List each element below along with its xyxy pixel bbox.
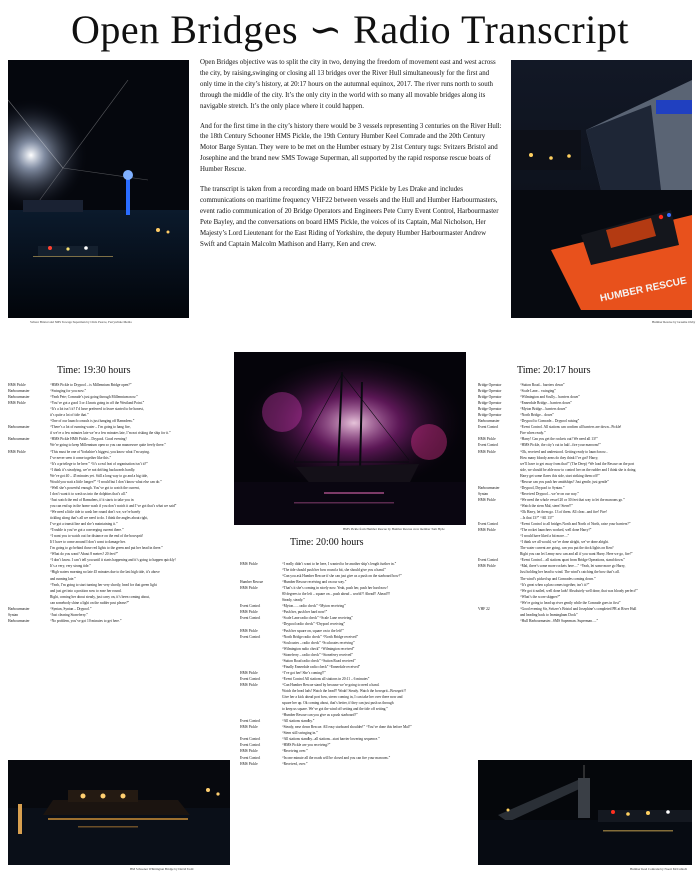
spoken-text: “Received Drypool... we’re on our way.” (520, 491, 579, 496)
spoken-text: “Ennerdale Bridge... barriers down” (520, 401, 572, 406)
spoken-text: “Well she’s powerful enough. You’ve got to watch the current, (50, 485, 140, 490)
spoken-text: “Stern still swinging in.” (282, 731, 318, 736)
spoken-text: can somebody shine a light on the rudder post please?” (50, 600, 130, 605)
speaker-label: Event Control (478, 522, 499, 527)
spoken-text: I don’t want it to wash us into the dolphins that’s all.” (50, 491, 128, 496)
speaker-label: VHF 22 (478, 606, 490, 611)
intro-paragraph-1: Open Bridges objective was to split the city in two, denying the freedom of movement east and west across the city, by raising,swinging or closing all 13 bridges over the River Hull simultaneously for the first and only time in the city’s history, at 20:17 hours on the autumnal equinox, 2017. The river runs north to south through the middle of the city. It’s the only city in the world with so many all movable bridges along its navigable stretch. It’s the only place where it could happen. (200, 59, 496, 110)
speaker-label: Harbourmaster (8, 437, 30, 442)
spoken-text: “In one minute all the roads will be closed and you can fire your maroons.” (282, 755, 391, 760)
spoken-text: “This must be one of Yorkshire’s biggest, you know what I’m saying. (50, 449, 150, 454)
spoken-text: “I want you to watch out for distance on the end of the bowsprit! (50, 534, 144, 539)
spoken-text: “The rocket launchers worked, well done Harry!” (520, 528, 592, 533)
spoken-text: “We need a little tide to wash her round don’t we, we’re barely (50, 509, 141, 514)
speaker-label: Harbourmaster (8, 606, 30, 611)
spoken-text: “North Bridge... down” (520, 413, 554, 418)
spoken-text: 80 degrees to the left – square on – push ahead – world?! Ahead!! Ahead!!! (282, 592, 391, 597)
spoken-text: “Event Control... all stations apart from Bridge Operations, stand down.” (520, 558, 625, 563)
spoken-text: “That’s it she’s coming in nicely now. Yeah, push her, push her hard now! (282, 586, 388, 591)
spoken-text: We’ve got 40 – 45 minutes yet. Still a long way to go and a big tide, (50, 473, 148, 478)
spoken-text: “We got it nailed, well done lads! Absolutely well done, that was bloody perfect!” (520, 588, 638, 593)
spoken-text: Watch the head lads! Watch the head!! Woah! Steady. Watch the bowsprit...Bowsprit!! (282, 688, 406, 693)
spoken-text: square her up. Ok coming about, that’s better, if they can just push us through (282, 701, 394, 706)
spoken-text: “Mal, there’s some more rockets here....” “Yeah, let some more go Harry, (520, 564, 626, 569)
speaker-label: Event Control (240, 737, 261, 742)
spoken-text: “Syntan, Syntan – Drypool.” (50, 606, 92, 611)
spoken-text: “Sutton Road radio check” “Sutton Road received” (282, 658, 356, 663)
spoken-text: “I would have liked a bit more....” (520, 534, 570, 539)
spoken-text: Give her a kick ahead port bow, stereo coming in, I can take her over there now and (282, 695, 403, 700)
spoken-text: “Scale Lane radio check” “Scale Lane receiving” (282, 616, 353, 621)
speaker-label: Event Control (478, 425, 499, 430)
spoken-text: “Push her, push her hard now!” (282, 610, 328, 615)
speaker-label: Event Control (240, 634, 261, 639)
spoken-text: “I think it’s steadying, we’re not drifting backwards hardly. (50, 467, 136, 472)
speaker-label: Harbourmaster (8, 618, 30, 623)
page-title: Open Bridges ∽ Radio Transcript (71, 7, 629, 52)
spoken-text: “Scale Lane... swinging” (520, 389, 556, 394)
spoken-text: “Finally Ennerdale radio check” “Ennerdale received” (282, 664, 361, 669)
photo-bottom-right (478, 760, 692, 865)
spoken-text: Just holding her head to wind. The wind’s catching the bow that’s all. (520, 570, 620, 575)
transcript-1930 (8, 382, 230, 782)
spoken-text: Would you wait a little longer?” “I would but I don’t know what else can do.” (50, 479, 162, 484)
spoken-text: If I have to come around I don’t want to damage her. (50, 540, 126, 545)
speaker-label: Humber Rescue (240, 580, 264, 585)
spoken-text: to keep us square. We’ve got the wind off setting and the tide off setting.” (282, 707, 388, 712)
speaker-label: Syntan (478, 491, 488, 496)
spoken-text: Steady, steady.” (282, 598, 305, 603)
spoken-text: We’re going to keep Millennium open so you can manoeuvre quite freely there.” (50, 443, 166, 448)
speaker-label: Harbourmaster (478, 419, 500, 424)
speaker-label: Event Control (240, 676, 261, 681)
spoken-text: “Sutton Road... barriers down” (520, 383, 565, 387)
spoken-text: “One of our launch consuls is just hanging off Ramsdens.” (50, 419, 135, 424)
speaker-label: Bridge Operator (478, 401, 502, 406)
spoken-text: “Just clearing Stoneferry.” (50, 612, 88, 617)
spoken-text: It’s a very, very strong tide.” (50, 564, 91, 569)
section-heading-2000: Time: 20:00 hours (290, 537, 364, 548)
photo-caption-bottom-right: Humber Keel Comrade by Noori McCulloch (630, 867, 688, 871)
spoken-text: The wind’s picked up and Comrades coming down.” (520, 576, 596, 581)
intro-paragraph-2: And for the first time in the city’s history there would be 3 vessels representing 3 centuries on the River Hull: the 18th Century Schooner HMS Pickle, the 19th Century Humber Keel Comrade and the 20th Century Motor Barge Syntan. They were to be met on the Humber estuary by 21st Century tugs: Svitzers Bristol and Josephine and the brand new SMS Towage Superman, all supported by the rapid response rescue boats of Humber Rescue. (200, 122, 502, 174)
spoken-text: I’ve got a transit line and she’s maintaining it.” (50, 522, 118, 527)
photo-caption-middle: HMS Pickle from Humber Rescue by Humber Rescue crew member Tom Hyde (343, 527, 445, 531)
spoken-text: “Just watch the end of Ramsdens, if it starts to take you in (50, 497, 134, 502)
speaker-label: HMS Pickle (478, 528, 496, 533)
transcript-line (478, 618, 694, 624)
speaker-label: Event Control (240, 755, 261, 760)
spoken-text: “Stoneferry – radio check” “Stoneferry received” (282, 652, 353, 657)
speaker-label: HMS Pickle (240, 610, 258, 615)
speaker-label: HMS Pickle (8, 401, 26, 406)
spoken-text: and running late.” (50, 576, 76, 581)
spoken-text: “Myton...... radio check” “Myton receiving” (282, 604, 346, 609)
spoken-text: you can end up in the home wash if you don’t watch it and I’ve got that’s what we said” (50, 503, 177, 508)
spoken-text: “Event Control All stations all stations in 20:11 – 6 minutes” (282, 676, 370, 681)
spoken-text: I’m going to go behind those red lights to the green and put her head in there.” (50, 546, 163, 551)
intro-paragraph-3: The transcript is taken from a recording made on board HMS Pickle by Les Drake and includes communications on maritime frequency VHF22 between vessels and the Hull and Humber Harbourmasters, event radio communication of 20 Bridge Operators and Engineers Pete Curry Event Control, Harbourmaster Pete Bayley, and the conversations on board HMS Pickle, the voices of its Captain, Mal Nicholson, Her Majesty’s Lord Lieutenant for the East Riding of Yorkshire, the deputy Humber Harbourmaster Andrew Swift and Captain Malcolm Mathison and Harry, Ken and crew. (200, 186, 499, 248)
spoken-text: Fire when ready.” (520, 431, 546, 436)
spoken-text: “Swinging for you now.” (50, 389, 87, 394)
spoken-text: “Push her square on, square on to the left!” (282, 628, 344, 633)
spoken-text: “Hull Harbourmaster...SMS Superman. Superman.....” (520, 618, 599, 623)
spoken-text: “Yeah, I’m going to start turning her very shortly, head for that green light (50, 582, 157, 587)
speaker-label: HMS Pickle (240, 586, 258, 591)
spoken-text: “It’s great when a plan comes together, isn’t it?” (520, 582, 590, 587)
photo-top-right (511, 60, 692, 318)
spoken-text: “HMS Pickle are you receiving?” (282, 743, 331, 748)
spoken-text: “Ok Harry, let them go. 13 of them. All clear...and fire! Fire! (520, 509, 608, 514)
speaker-label: Harbourmaster (8, 425, 30, 430)
speaker-label: Harbourmaster (478, 485, 500, 490)
spoken-text: “Can you ask Humber Rescue if she can just give us a push on the starboard bow?” (282, 574, 402, 579)
spoken-text: “I’ve got her! She’s coming!!” (282, 670, 326, 675)
photo-caption-bottom-left: HM Schooner Whittington Bridge by David Todd (130, 867, 194, 871)
transcript-line (240, 761, 476, 767)
speaker-label: HMS Pickle (478, 497, 496, 502)
spoken-text: How many bloody arms do they think I’ve got? Harry, (520, 455, 599, 460)
speaker-label: Harbourmaster (8, 395, 30, 400)
photo-caption-top-right: Humber Rescue by Graeme Oxby (652, 320, 696, 324)
photo-bottom-left (8, 760, 230, 865)
spoken-text: “We need the whole vessel 20 or 30 feet that way to let the maroons go.” (520, 497, 625, 502)
spoken-text: “I think we all would, we’ve done alright, we’ve done alright. (520, 540, 609, 545)
spoken-text: I’ve never seen it come together like this.” (50, 455, 112, 460)
speaker-label: Event Control (478, 443, 499, 448)
spoken-text: ...Is that 13?” “All 13!” (520, 516, 554, 521)
spoken-text: tickling along that’s all we need to do. I think the angles about right, (50, 516, 149, 521)
spoken-text: “Drypool, Drypool to Syntan.” (520, 485, 565, 490)
spoken-text: “It’s a lot isn’t it? I’d have preferred to leave started to be honest, (50, 407, 144, 412)
spoken-text: “Drypool to Comrade... Drypool raising” (520, 419, 580, 424)
spoken-text: “We’re going to head up river gently while the Comrade goes in first” (520, 600, 621, 605)
speaker-label: HMS Pickle (240, 725, 258, 730)
spoken-text: “Receiving over.” (282, 749, 308, 754)
spoken-text: “Good evening Sir, Svitzer’s Bristol and Josephine’s completed PR at River Hull (520, 606, 637, 611)
spoken-text: “Sculcoates – radio check” “Sculcoates receiving” (282, 640, 355, 645)
spoken-text: “Steady, ease down Rescue. All easy starboard shoulder!” “You’ve done this before Mal!” (282, 725, 412, 730)
speaker-label: Bridge Operator (478, 389, 502, 394)
section-heading-1930: Time: 19:30 hours (57, 365, 131, 376)
transcript-line (8, 618, 230, 624)
spoken-text: “Yeah Pete; Comrade’s just going through Millennium now.” (50, 395, 138, 400)
speaker-label: HMS Pickle (240, 562, 258, 566)
spoken-text: “Drypool radio check” “Drypool receiving” (282, 622, 346, 627)
spoken-text: Right, coming her about steady, just carry on, it’s been coming about, (50, 594, 150, 599)
speaker-label: Event Control (240, 743, 261, 748)
spoken-text: Right you can let Lenny now can and all if you want Harry. Here we go, fire!” (520, 552, 633, 557)
photo-caption-top-left: Svitzer Bristol and SMS Towage Superman by Chris Pearce, Ferrywhale Media (30, 320, 132, 324)
speaker-label: Bridge Operator (478, 395, 502, 400)
speaker-label: Event Control (240, 719, 261, 724)
speaker-label: Syntan (8, 612, 18, 617)
spoken-text: “Rescue can you push her amidships? Just gentle, just gentle” (520, 479, 609, 484)
spoken-text: “Wilmington and Scully... barriers down” (520, 395, 580, 400)
spoken-text: we’ll have to get away from that!” (The Deep) “We load the Rescue on the port (520, 461, 635, 466)
spoken-text: “Event Control to all bridges North and North of North, raise your barriers?” (520, 522, 631, 527)
speaker-label: HMS Pickle (240, 749, 258, 754)
spoken-text: “Trouble is you’ve got a converging current there.” (50, 528, 124, 533)
speaker-label: HMS Pickle (8, 383, 26, 387)
spoken-text: “All stations standby...all stations...start barrier lowering sequence.” (282, 737, 380, 742)
spoken-text: “Received, over.” (282, 761, 308, 766)
speaker-label: HMS Pickle (240, 670, 258, 675)
speaker-label: Bridge Operator (478, 383, 502, 387)
speaker-label: HMS Pickle (240, 628, 258, 633)
boat-lettering: HUMBER RESCUE (599, 275, 688, 305)
speaker-label: HMS Pickle (8, 449, 26, 454)
spoken-text: “I don’t know. I can’t tell you until it starts happening and it’s going to happen quickly! (50, 558, 176, 563)
speaker-label: HMS Pickle (478, 564, 496, 569)
spoken-text: “It’s a privilege to be here.” “It’s a real feat of organisation isn’t it?” (50, 461, 148, 466)
speaker-label: HMS Pickle (240, 761, 258, 766)
transcript-2017 (478, 382, 694, 732)
spoken-text: “Watch the stern Mal, stern! Stern!!” (520, 503, 573, 508)
spoken-text: “High waters morning no late 45 minutes due to the last high tide, it’s above (50, 570, 160, 575)
spoken-text: “Can Humber Rescue stand by because we’re going to need a hand. (282, 682, 380, 687)
spoken-text: and just get into a position now to ease her round. (50, 588, 122, 593)
spoken-text: Harry get some flares this side, start striking them off!” (520, 473, 600, 478)
spoken-text: “Myton Bridge... barriers down” (520, 407, 567, 412)
spoken-text: “North Bridge radio check” “North Bridge received” (282, 634, 359, 639)
spoken-text: “Harry! Can you get the rockets out! We need all 13!” (520, 437, 598, 442)
photo-middle (234, 352, 466, 525)
spoken-text: if we’re a few minutes late we’re a few minutes late, I’m not risking the ship for it.” (50, 431, 171, 436)
speaker-label (478, 618, 520, 624)
spoken-text: “Ok, received and understood. Getting ready to launch now... (520, 449, 609, 454)
spoken-text: and heading back to Immingham Dock” (520, 612, 578, 617)
spoken-text: “The tide should push her bow round a bit, she should give you a hand.” (282, 568, 386, 573)
speaker-label: Event Control (478, 558, 499, 563)
spoken-text: “HMS Pickle to Drypool – is Millennium Bridge open?” (50, 383, 132, 387)
speaker-label: Event Control (240, 616, 261, 621)
spoken-text: “You’ve got a good 3 or 4 knots going in off the Westland Point.” (50, 401, 145, 406)
spoken-text: “All stations standby.” (282, 719, 315, 724)
spoken-text: “What do you want? About 8 metres? 20 feet?” (50, 552, 119, 557)
speaker-label: Harbourmaster (8, 389, 30, 394)
transcript-2000 (240, 561, 476, 871)
spoken-text: “HMS Pickle HMS Pickle... Drypool. Good evening! (50, 437, 127, 442)
photo-top-left (8, 60, 189, 318)
spoken-text: “There’s a lot of running water – I’m going to hang fire, (50, 425, 131, 430)
spoken-text: “Humber Rescue can you give us a push starboard?” (282, 713, 358, 718)
spoken-text: “HMS Pickle, the city’s cut in half...fire your maroons!” (520, 443, 601, 448)
spoken-text: “I really didn’t want to be here, I wanted to be another ship’s length further in.” (282, 562, 397, 566)
spoken-text: side, we should be able now to control her on the rudder and I think she is doing. (520, 467, 637, 472)
spoken-text: “Event Control. All stations can confirm all barriers are down...Pickle! (520, 425, 622, 430)
spoken-text: The water current are going, can you put the dock lights on Ken? (520, 546, 614, 551)
spoken-text: “What’s the score skipper?” (520, 594, 561, 599)
section-heading-2017: Time: 20:17 hours (517, 365, 591, 376)
spoken-text: “No problem, you’ve got 10 minutes to get here.” (50, 618, 122, 623)
spoken-text: “Wilmington radio check” “Wilmington received” (282, 646, 355, 651)
spoken-text: it’s quite a lot of tide that.” (50, 413, 89, 418)
speaker-label: HMS Pickle (240, 682, 258, 687)
intro-text (200, 58, 502, 260)
speaker-label: Bridge Operator (478, 413, 502, 418)
speaker-label: Bridge Operator (478, 407, 502, 412)
speaker-label: Event Control (240, 604, 261, 609)
spoken-text: “Humber Rescue receiving and on our way.” (282, 580, 347, 585)
speaker-label: HMS Pickle (478, 449, 496, 454)
speaker-label: HMS Pickle (478, 437, 496, 442)
